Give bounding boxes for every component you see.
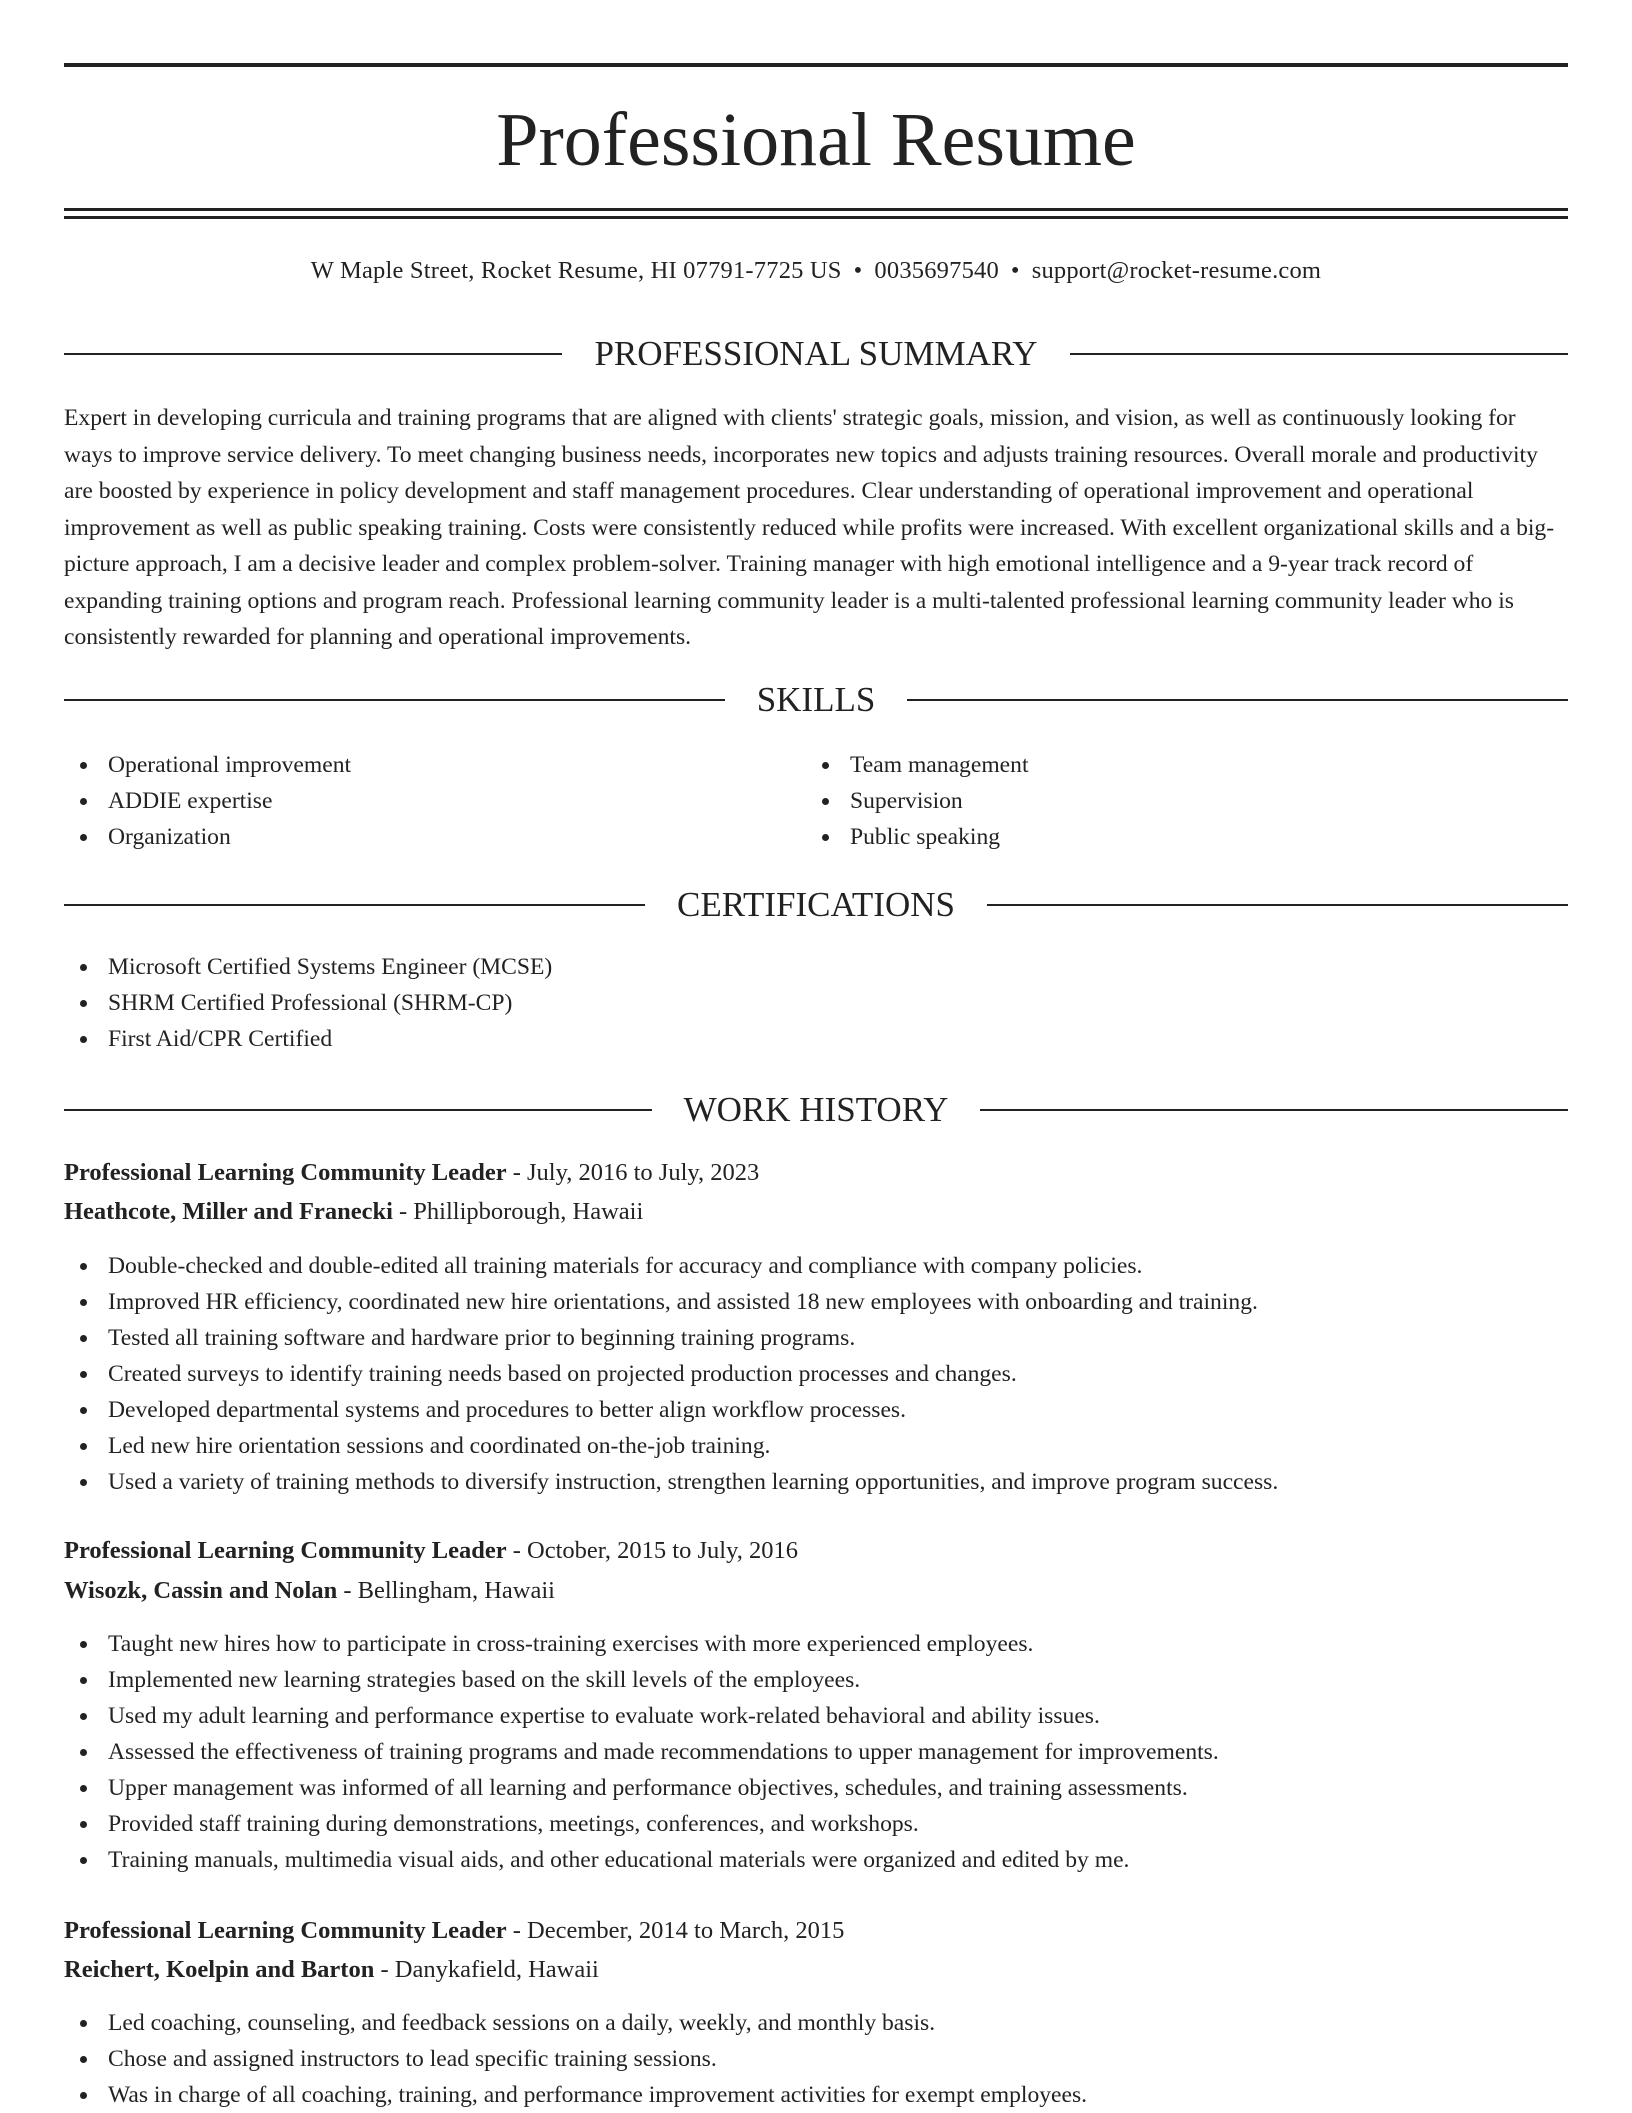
section-title: CERTIFICATIONS bbox=[677, 885, 955, 924]
job-company: Heathcote, Miller and Franecki bbox=[64, 1198, 393, 1225]
section-title: WORK HISTORY bbox=[683, 1090, 949, 1129]
job-bullets bbox=[64, 2005, 1087, 2113]
header-rule-lower bbox=[64, 216, 1568, 219]
contact-email: support@rocket-resume.com bbox=[1031, 257, 1322, 284]
job-location: - Phillipborough, Hawaii bbox=[392, 1198, 644, 1225]
skill-item: Team management bbox=[806, 747, 1029, 783]
skill-item: Operational improvement bbox=[64, 747, 351, 783]
heading-rule-left bbox=[64, 1109, 652, 1111]
certification-item: Microsoft Certified Systems Engineer (MCSE) bbox=[64, 949, 552, 985]
job-bullet: Provided staff training during demonstrations, meetings, conferences, and workshops. bbox=[64, 1806, 1219, 1842]
heading-rule-left bbox=[64, 353, 562, 355]
job-bullet: Used a variety of training methods to diversify instruction, strengthen learning opportunities, and improve program success. bbox=[64, 1464, 1278, 1500]
contact-phone: 0035697540 bbox=[874, 257, 999, 284]
job-dates: - October, 2015 to July, 2016 bbox=[506, 1537, 798, 1564]
section-title: SKILLS bbox=[756, 680, 876, 719]
job-company-line bbox=[64, 1573, 1568, 1609]
job-bullet: Chose and assigned instructors to lead specific training sessions. bbox=[64, 2041, 1087, 2077]
skill-item: Supervision bbox=[806, 783, 1029, 819]
heading-rule-right bbox=[980, 1109, 1568, 1111]
job-location: - Bellingham, Hawaii bbox=[337, 1577, 555, 1604]
certification-item: First Aid/CPR Certified bbox=[64, 1021, 552, 1057]
job-bullet: Improved HR efficiency, coordinated new hire orientations, and assisted 18 new employees with onboarding and training. bbox=[64, 1284, 1278, 1320]
job-company-line bbox=[64, 1194, 1568, 1230]
job-bullets bbox=[64, 1248, 1278, 1500]
certification-item: SHRM Certified Professional (SHRM-CP) bbox=[64, 985, 552, 1021]
section-heading-skills bbox=[64, 679, 1568, 721]
header-top-rule bbox=[64, 63, 1568, 67]
contact-separator: • bbox=[853, 257, 863, 284]
job-bullet: Developed departmental systems and procedures to better align workflow processes. bbox=[64, 1392, 1278, 1428]
job-bullet: Assessed the effectiveness of training programs and made recommendations to upper management for improvements. bbox=[64, 1734, 1219, 1770]
job-bullet: Taught new hires how to participate in cross-training exercises with more experienced employees. bbox=[64, 1626, 1219, 1662]
heading-rule-left bbox=[64, 699, 725, 701]
job-bullet: Implemented new learning strategies based on the skill levels of the employees. bbox=[64, 1662, 1219, 1698]
contact-address: W Maple Street, Rocket Resume, HI 07791-7725 US bbox=[310, 257, 842, 284]
job-bullet: Created surveys to identify training needs based on projected production processes and changes. bbox=[64, 1356, 1278, 1392]
job-bullet: Tested all training software and hardware prior to beginning training programs. bbox=[64, 1320, 1278, 1356]
job-company: Wisozk, Cassin and Nolan bbox=[64, 1577, 338, 1604]
job-title-line bbox=[64, 1155, 1568, 1191]
certifications-list bbox=[64, 949, 552, 1057]
heading-rule-left bbox=[64, 904, 645, 906]
job-bullets bbox=[64, 1626, 1219, 1878]
skill-item: Organization bbox=[64, 819, 351, 855]
job-title-line bbox=[64, 1533, 1568, 1569]
job-bullet: Led new hire orientation sessions and coordinated on-the-job training. bbox=[64, 1428, 1278, 1464]
job-title: Professional Learning Community Leader bbox=[64, 1159, 507, 1186]
job-company: Reichert, Koelpin and Barton bbox=[64, 1956, 375, 1983]
section-heading-work-history bbox=[64, 1089, 1568, 1131]
job-bullet: Was in charge of all coaching, training, and performance improvement activities for exempt employees. bbox=[64, 2077, 1087, 2113]
skills-list-right bbox=[806, 747, 1029, 855]
summary-paragraph: Expert in developing curricula and training programs that are aligned with clients' strategic goals, mission, and vision, as well as continuously looking for ways to improve service delivery. To meet changing business needs, incorporates new topics and adjusts training resources. Overall morale and productivity are boosted by experience in policy development and staff management procedures. Clear understanding of operational improvement and operational improvement as well as public speaking training. Costs were consistently reduced while profits were increased. With excellent organizational skills and a big-picture approach, I am a decisive leader and complex problem-solver. Training manager with high emotional intelligence and a 9-year track record of expanding training options and program reach. Professional learning community leader is a multi-talented professional learning community leader who is consistently rewarded for planning and operational improvements. bbox=[64, 405, 1555, 650]
skill-item: ADDIE expertise bbox=[64, 783, 351, 819]
job-title-line bbox=[64, 1913, 1568, 1949]
header-rule-upper bbox=[64, 208, 1568, 211]
resume-title: Professional Resume bbox=[496, 98, 1136, 182]
section-heading-summary bbox=[64, 333, 1568, 375]
contact-separator: • bbox=[1010, 257, 1020, 284]
section-title: PROFESSIONAL SUMMARY bbox=[594, 334, 1038, 373]
section-heading-certifications bbox=[64, 884, 1568, 926]
heading-rule-right bbox=[907, 699, 1568, 701]
job-title: Professional Learning Community Leader bbox=[64, 1537, 507, 1564]
job-dates: - December, 2014 to March, 2015 bbox=[506, 1917, 845, 1944]
job-bullet: Upper management was informed of all learning and performance objectives, schedules, and training assessments. bbox=[64, 1770, 1219, 1806]
job-title: Professional Learning Community Leader bbox=[64, 1917, 507, 1944]
job-dates: - July, 2016 to July, 2023 bbox=[506, 1159, 760, 1186]
job-location: - Danykafield, Hawaii bbox=[374, 1956, 599, 1983]
heading-rule-right bbox=[987, 904, 1568, 906]
skill-item: Public speaking bbox=[806, 819, 1029, 855]
job-bullet: Led coaching, counseling, and feedback sessions on a daily, weekly, and monthly basis. bbox=[64, 2005, 1087, 2041]
job-bullet: Used my adult learning and performance expertise to evaluate work-related behavioral and ability issues. bbox=[64, 1698, 1219, 1734]
job-bullet: Double-checked and double-edited all training materials for accuracy and compliance with company policies. bbox=[64, 1248, 1278, 1284]
job-company-line bbox=[64, 1952, 1568, 1988]
contact-line bbox=[64, 254, 1568, 288]
job-bullet: Training manuals, multimedia visual aids, and other educational materials were organized and edited by me. bbox=[64, 1842, 1219, 1878]
heading-rule-right bbox=[1070, 353, 1568, 355]
skills-list-left bbox=[64, 747, 351, 855]
